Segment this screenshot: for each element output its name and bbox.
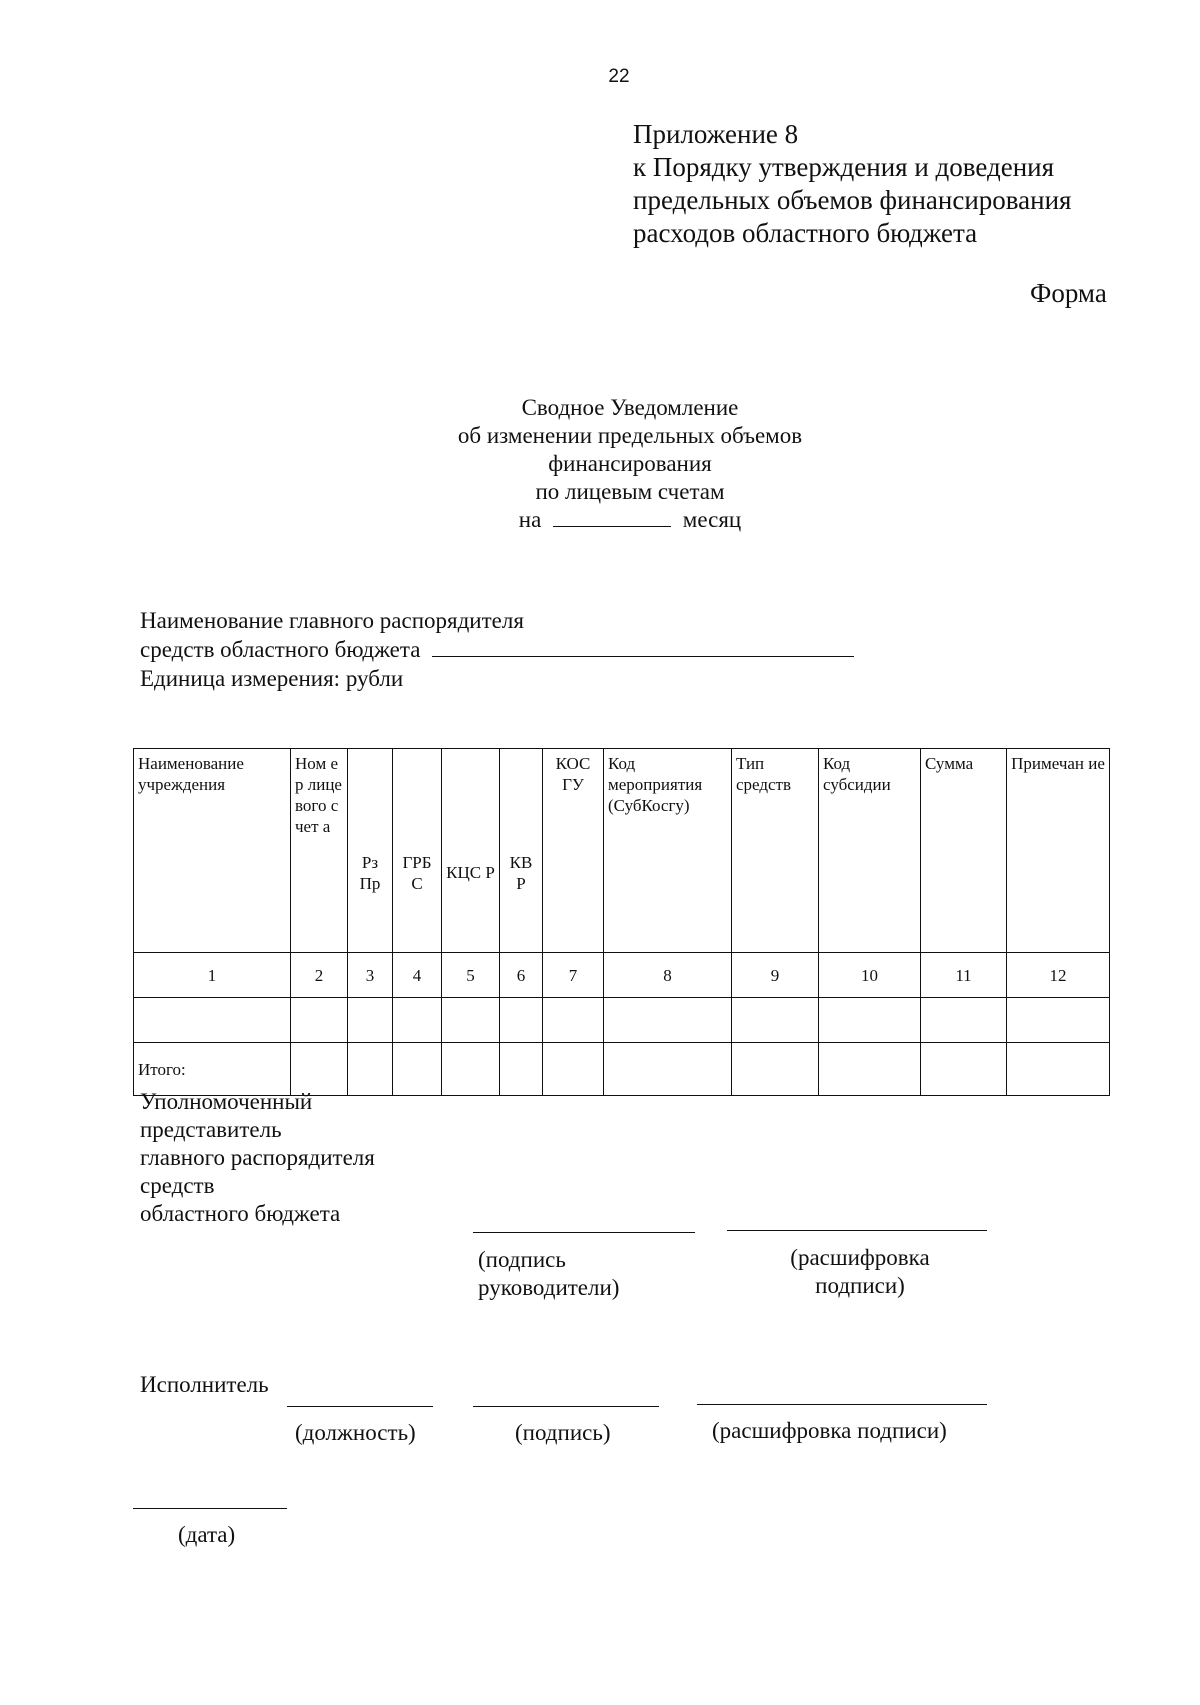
caption-line: руководители) bbox=[478, 1275, 620, 1300]
column-number: 11 bbox=[921, 953, 1007, 998]
title-line: финансирования bbox=[548, 451, 712, 476]
table-data-row bbox=[134, 998, 1110, 1043]
executor-decoding-field[interactable] bbox=[697, 1404, 987, 1405]
column-number: 7 bbox=[543, 953, 604, 998]
column-number: 4 bbox=[393, 953, 442, 998]
representative-line: областного бюджета bbox=[140, 1201, 341, 1226]
table-cell[interactable] bbox=[393, 1043, 442, 1096]
table-cell[interactable] bbox=[1007, 998, 1110, 1043]
page-number: 22 bbox=[608, 66, 630, 87]
document-title bbox=[380, 394, 880, 534]
executor-position-caption: (должность) bbox=[295, 1420, 416, 1445]
table-cell[interactable] bbox=[543, 1043, 604, 1096]
header-rz-pr bbox=[348, 749, 393, 953]
title-month-prefix: на bbox=[518, 507, 542, 532]
distributor-name-label: Наименование главного распорядителя bbox=[140, 608, 524, 633]
header-note: Примечан ие bbox=[1007, 749, 1110, 953]
appendix-header bbox=[633, 118, 1071, 250]
table-cell[interactable] bbox=[134, 998, 291, 1043]
representative-line: Уполномоченный bbox=[140, 1089, 313, 1114]
header-sum: Сумма bbox=[921, 749, 1007, 953]
table-cell[interactable] bbox=[732, 998, 819, 1043]
column-number: 12 bbox=[1007, 953, 1110, 998]
appendix-line: предельных объемов финансирования bbox=[633, 185, 1072, 215]
distributor-funds-label: средств областного бюджета bbox=[140, 637, 421, 662]
head-signature-caption bbox=[478, 1246, 619, 1302]
table-cell[interactable] bbox=[604, 998, 732, 1043]
caption-line: (расшифровка bbox=[790, 1245, 930, 1270]
header-kcsr-text: КЦС Р bbox=[446, 863, 495, 882]
appendix-line: Приложение 8 bbox=[633, 119, 799, 149]
column-number: 8 bbox=[604, 953, 732, 998]
head-decoding-caption bbox=[760, 1244, 960, 1300]
executor-position-field[interactable] bbox=[287, 1406, 433, 1407]
total-label: Итого: bbox=[134, 1043, 291, 1096]
table-cell[interactable] bbox=[921, 1043, 1007, 1096]
header-kvr bbox=[500, 749, 543, 953]
table-cell[interactable] bbox=[500, 1043, 543, 1096]
title-line: по лицевым счетам bbox=[535, 479, 725, 504]
header-account-number: Ном ер лице вого счет а bbox=[291, 749, 348, 953]
executor-signature-field[interactable] bbox=[473, 1406, 659, 1407]
header-funds-type: Тип средств bbox=[732, 749, 819, 953]
representative-line: представитель bbox=[140, 1117, 282, 1142]
table-header-row bbox=[134, 749, 1110, 953]
table-cell[interactable] bbox=[604, 1043, 732, 1096]
table-cell[interactable] bbox=[543, 998, 604, 1043]
date-caption: (дата) bbox=[178, 1522, 236, 1547]
table-cell[interactable] bbox=[819, 1043, 921, 1096]
authorized-representative bbox=[140, 1088, 375, 1228]
table-cell[interactable] bbox=[348, 998, 393, 1043]
executor-signature-caption: (подпись) bbox=[515, 1420, 611, 1445]
table-cell[interactable] bbox=[442, 1043, 500, 1096]
table-cell[interactable] bbox=[819, 998, 921, 1043]
table-cell[interactable] bbox=[1007, 1043, 1110, 1096]
table-cell[interactable] bbox=[393, 998, 442, 1043]
header-subsidy-code: Код субсидии bbox=[819, 749, 921, 953]
appendix-line: расходов областного бюджета bbox=[633, 218, 978, 248]
table-cell[interactable] bbox=[500, 998, 543, 1043]
title-line: Сводное Уведомление bbox=[521, 395, 739, 420]
table-cell[interactable] bbox=[291, 998, 348, 1043]
table-column-numbers-row bbox=[134, 953, 1110, 998]
representative-line: средств bbox=[140, 1173, 215, 1198]
header-kvr-text: КВ Р bbox=[509, 852, 533, 893]
column-number: 1 bbox=[134, 953, 291, 998]
title-month-suffix: месяц bbox=[682, 507, 742, 532]
title-line: об изменении предельных объемов bbox=[457, 423, 803, 448]
table-cell[interactable] bbox=[921, 998, 1007, 1043]
column-number: 3 bbox=[348, 953, 393, 998]
unit-of-measure: Единица измерения: рубли bbox=[140, 666, 404, 691]
distributor-funds-line bbox=[140, 635, 854, 664]
document-meta bbox=[140, 606, 854, 693]
caption-line: подписи) bbox=[815, 1273, 905, 1298]
header-kcsr bbox=[442, 749, 500, 953]
column-number: 2 bbox=[291, 953, 348, 998]
executor-label: Исполнитель bbox=[140, 1372, 269, 1397]
header-event-code: Код мероприятия (СубКосгу) bbox=[604, 749, 732, 953]
table-cell[interactable] bbox=[442, 998, 500, 1043]
executor-decoding-caption: (расшифровка подписи) bbox=[712, 1418, 947, 1443]
month-blank-field[interactable] bbox=[553, 525, 671, 527]
form-label: Форма bbox=[1030, 278, 1107, 308]
column-number: 9 bbox=[732, 953, 819, 998]
distributor-blank-field[interactable] bbox=[432, 655, 854, 657]
header-rz-pr-text: Рз Пр bbox=[359, 852, 381, 893]
column-number: 10 bbox=[819, 953, 921, 998]
notification-table bbox=[133, 748, 1110, 1096]
representative-line: главного распорядителя bbox=[140, 1145, 375, 1170]
column-number: 6 bbox=[500, 953, 543, 998]
title-month-line bbox=[380, 506, 880, 534]
head-signature-field[interactable] bbox=[473, 1232, 695, 1233]
header-institution-name: Наименование учреждения bbox=[134, 749, 291, 953]
caption-line: (подпись bbox=[478, 1247, 566, 1272]
column-number: 5 bbox=[442, 953, 500, 998]
header-kosgu: КОС ГУ bbox=[543, 749, 604, 953]
table-cell[interactable] bbox=[732, 1043, 819, 1096]
head-signature-decoding-field[interactable] bbox=[727, 1230, 987, 1231]
header-grbs bbox=[393, 749, 442, 953]
date-field[interactable] bbox=[133, 1508, 287, 1509]
appendix-line: к Порядку утверждения и доведения bbox=[633, 152, 1055, 182]
header-grbs-text: ГРБ С bbox=[402, 852, 432, 893]
